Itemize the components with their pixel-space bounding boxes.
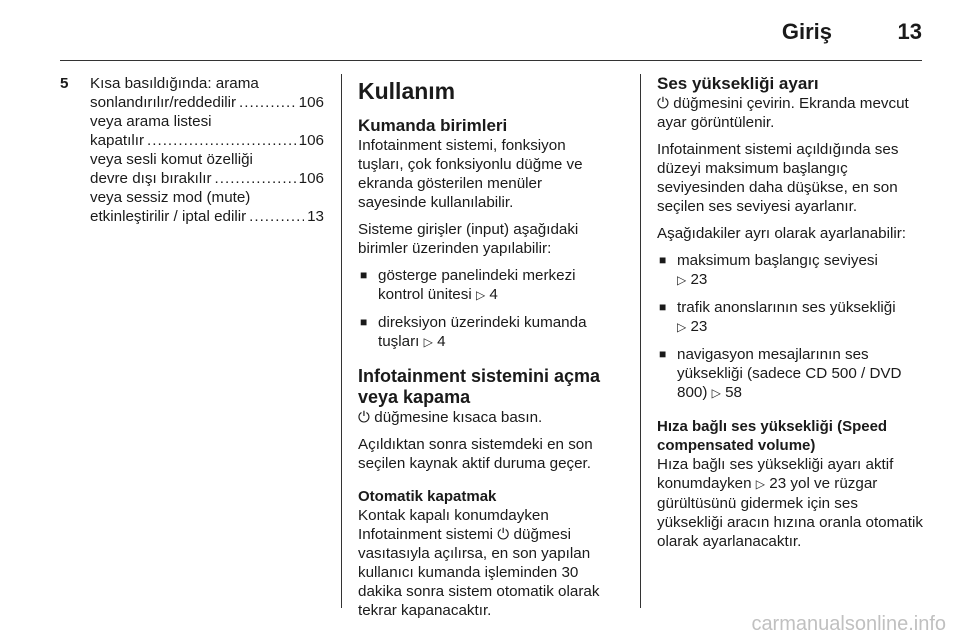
page-ref-arrow-icon: ▷	[423, 335, 433, 349]
entry-number: 5	[60, 75, 69, 92]
page-header	[0, 0, 960, 62]
subsection-heading: Kumanda birimleri	[358, 116, 508, 135]
subsection-heading: Infotainment sistemini açma veya kapama	[358, 366, 601, 407]
column-2	[358, 74, 610, 628]
page-ref[interactable]: 13	[307, 208, 324, 225]
subsection-heading: Ses yüksekliği ayarı	[657, 74, 819, 93]
power-button-icon: ⏻	[497, 526, 510, 543]
paragraph: Açıldıktan sonra sistemdeki en son seçilen kaynak aktif duruma geçer.	[358, 436, 593, 472]
column-divider-1	[341, 74, 342, 608]
entry-line: kapatılır ..... 106	[90, 131, 324, 150]
watermark: carmanualsonline.info	[751, 613, 946, 635]
subsection-heading: Otomatik kapatmak	[358, 488, 497, 505]
entry-line: etkinleştirilir / iptal edilir ..... 13	[90, 207, 324, 226]
page-title: Giriş	[781, 19, 832, 44]
bullet-item: ■ maksimum başlangıç seviyesi ▷ 23	[657, 251, 925, 290]
page-ref[interactable]: 58	[725, 384, 743, 401]
page-ref-arrow-icon: ▷	[677, 320, 687, 334]
section-heading: Kullanım	[358, 78, 456, 104]
page-ref-arrow-icon: ▷	[475, 288, 486, 302]
paragraph: ⏻ düğmesini çevirin. Ekranda mevcut ayar görüntülenir.	[657, 95, 909, 131]
column-divider-2	[640, 74, 641, 608]
paragraph: Hıza bağlı ses yüksekliği ayarı aktif konumdayken ▷ 23 yol ve rüzgar gürültüsünü gidermek için ses yüksekliği aracın hızına oranla otomatik olarak ayarlanacaktır.	[657, 456, 923, 550]
power-button-icon: ⏻	[657, 95, 670, 112]
entry-line: devre dışı bırakılır ..... 106	[90, 169, 324, 188]
paragraph: Infotainment sistemi açıldığında ses düzeyi maksimum başlangıç seviyesinden daha düşükse, en son seçilen ses seviyesi ayarlanır.	[657, 141, 899, 215]
entry-line: veya sessiz mod (mute)	[90, 189, 251, 206]
page-ref-arrow-icon: ▷	[755, 477, 766, 491]
column-3	[657, 74, 925, 559]
page-ref[interactable]: 4	[489, 286, 498, 303]
entry-line: sonlandırılır/reddedilir ..... 106	[90, 93, 324, 112]
power-button-icon: ⏻	[358, 409, 371, 426]
paragraph: Aşağıdakiler ayrı olarak ayarlanabilir:	[657, 225, 907, 242]
page-ref[interactable]: 23	[690, 318, 708, 335]
paragraph: Kontak kapalı konumdayken Infotainment sistemi ⏻ düğmesi vasıtasıyla açılırsa, en son yapılan kullanıcı kumanda işleminden 30 dakika sonra sistem otomatik olarak tekrar kapanacaktır.	[358, 507, 600, 619]
paragraph: Infotainment sistemi, fonksiyon tuşları, çok fonksiyonlu düğme ve ekranda gösterilen menüler sayesinde kullanılabilir.	[358, 137, 583, 211]
entry-line: veya arama listesi	[90, 113, 212, 130]
page-ref[interactable]: 106	[298, 170, 324, 187]
column-1	[60, 74, 324, 226]
paragraph: Sisteme girişler (input) aşağıdaki birimler üzerinden yapılabilir:	[358, 221, 579, 257]
page-ref-arrow-icon: ▷	[711, 386, 721, 400]
header-rule	[60, 60, 922, 61]
page-ref[interactable]: 106	[298, 132, 324, 149]
page-number: 13	[897, 19, 922, 44]
page-ref[interactable]: 23	[769, 475, 787, 492]
page-ref[interactable]: 4	[437, 333, 446, 350]
entry-line: Kısa basıldığında: arama	[90, 75, 259, 92]
page-ref[interactable]: 106	[298, 94, 324, 111]
bullet-item: ■ navigasyon mesajlarının ses yüksekliği (sadece CD 500 / DVD 800) ▷ 58	[657, 345, 925, 403]
subsection-heading: Hıza bağlı ses yüksekliği (Speed compensated volume)	[657, 418, 888, 454]
bullet-item: ■ direksiyon üzerindeki kumanda tuşları ▷ 4	[358, 313, 610, 352]
bullet-item: ■ gösterge panelindeki merkezi kontrol ünitesi ▷ 4	[358, 266, 610, 305]
page-ref[interactable]: 23	[690, 271, 708, 288]
paragraph: ⏻ düğmesine kısaca basın.	[358, 409, 543, 426]
entry-line: veya sesli komut özelliği	[90, 151, 253, 168]
index-entry-5	[60, 74, 324, 226]
page-ref-arrow-icon: ▷	[677, 273, 687, 287]
bullet-item: ■ trafik anonslarının ses yüksekliği ▷ 23	[657, 298, 925, 337]
